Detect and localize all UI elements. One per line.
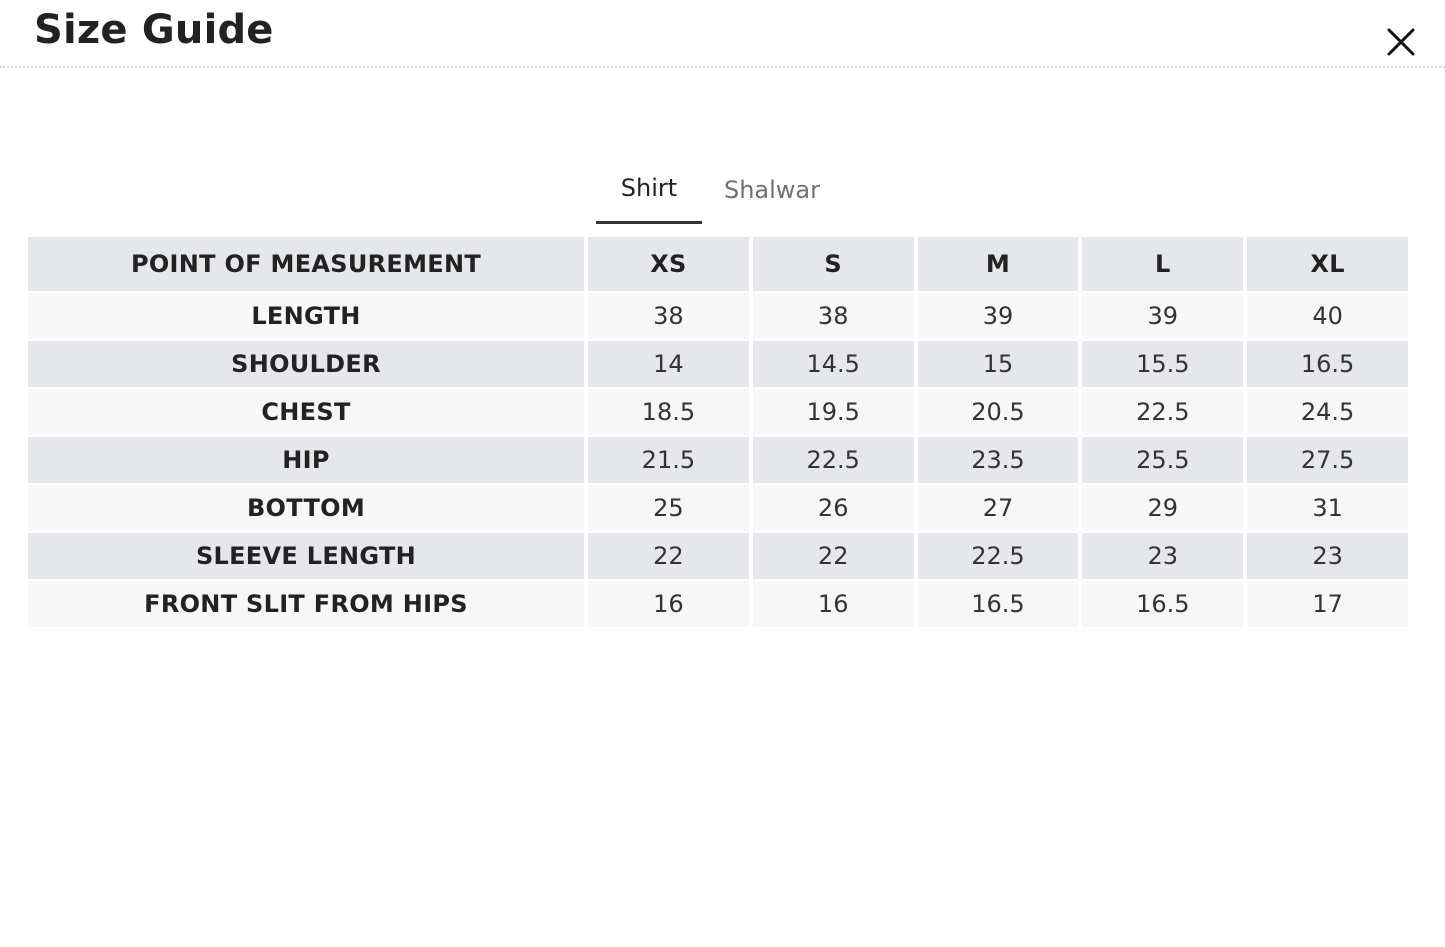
table-cell: 22.5 — [918, 533, 1079, 579]
table-cell: 39 — [918, 293, 1079, 339]
size-chart-table — [24, 235, 1412, 629]
column-header-xs: XS — [588, 237, 749, 291]
column-header-l: L — [1082, 237, 1243, 291]
table-cell: 40 — [1247, 293, 1408, 339]
table-cell: 17 — [1247, 581, 1408, 627]
column-header-xl: XL — [1247, 237, 1408, 291]
tab-shalwar[interactable]: Shalwar — [723, 176, 821, 204]
table-cell: 18.5 — [588, 389, 749, 435]
row-label: FRONT SLIT FROM HIPS — [28, 581, 584, 627]
row-label: HIP — [28, 437, 584, 483]
table-cell: 22 — [753, 533, 914, 579]
table-cell: 24.5 — [1247, 389, 1408, 435]
column-header-m: M — [918, 237, 1079, 291]
column-header-point-of-measurement: POINT OF MEASUREMENT — [28, 237, 584, 291]
table-row-bottom — [28, 485, 1408, 531]
modal-header — [0, 0, 1445, 68]
table-row-sleeve-length — [28, 533, 1408, 579]
table-row-hip — [28, 437, 1408, 483]
table-cell: 19.5 — [753, 389, 914, 435]
table-cell: 23 — [1247, 533, 1408, 579]
table-cell: 26 — [753, 485, 914, 531]
table-header-row — [28, 237, 1408, 291]
table-row-shoulder — [28, 341, 1408, 387]
tab-shirt[interactable]: Shirt — [596, 168, 702, 224]
table-cell: 22 — [588, 533, 749, 579]
table-cell: 38 — [753, 293, 914, 339]
table-row-front-slit-from-hips — [28, 581, 1408, 627]
row-label: BOTTOM — [28, 485, 584, 531]
table-cell: 14 — [588, 341, 749, 387]
close-icon — [1383, 24, 1419, 60]
table-cell: 25 — [588, 485, 749, 531]
table-cell: 16 — [588, 581, 749, 627]
table-cell: 29 — [1082, 485, 1243, 531]
table-cell: 27 — [918, 485, 1079, 531]
table-cell: 27.5 — [1247, 437, 1408, 483]
table-cell: 16.5 — [1082, 581, 1243, 627]
table-cell: 25.5 — [1082, 437, 1243, 483]
close-button[interactable] — [1383, 24, 1419, 60]
table-cell: 22.5 — [1082, 389, 1243, 435]
row-label: SHOULDER — [28, 341, 584, 387]
table-cell: 15 — [918, 341, 1079, 387]
row-label: LENGTH — [28, 293, 584, 339]
table-cell: 21.5 — [588, 437, 749, 483]
modal-title: Size Guide — [34, 7, 274, 53]
table-cell: 16.5 — [918, 581, 1079, 627]
table-row-chest — [28, 389, 1408, 435]
table-cell: 23 — [1082, 533, 1243, 579]
table-cell: 39 — [1082, 293, 1243, 339]
table-cell: 23.5 — [918, 437, 1079, 483]
table-cell: 16.5 — [1247, 341, 1408, 387]
table-cell: 15.5 — [1082, 341, 1243, 387]
table-cell: 38 — [588, 293, 749, 339]
table-cell: 31 — [1247, 485, 1408, 531]
row-label: CHEST — [28, 389, 584, 435]
table-row-length — [28, 293, 1408, 339]
row-label: SLEEVE LENGTH — [28, 533, 584, 579]
measurement-tabs — [596, 168, 842, 228]
column-header-s: S — [753, 237, 914, 291]
table-cell: 20.5 — [918, 389, 1079, 435]
table-cell: 22.5 — [753, 437, 914, 483]
table-cell: 14.5 — [753, 341, 914, 387]
table-cell: 16 — [753, 581, 914, 627]
